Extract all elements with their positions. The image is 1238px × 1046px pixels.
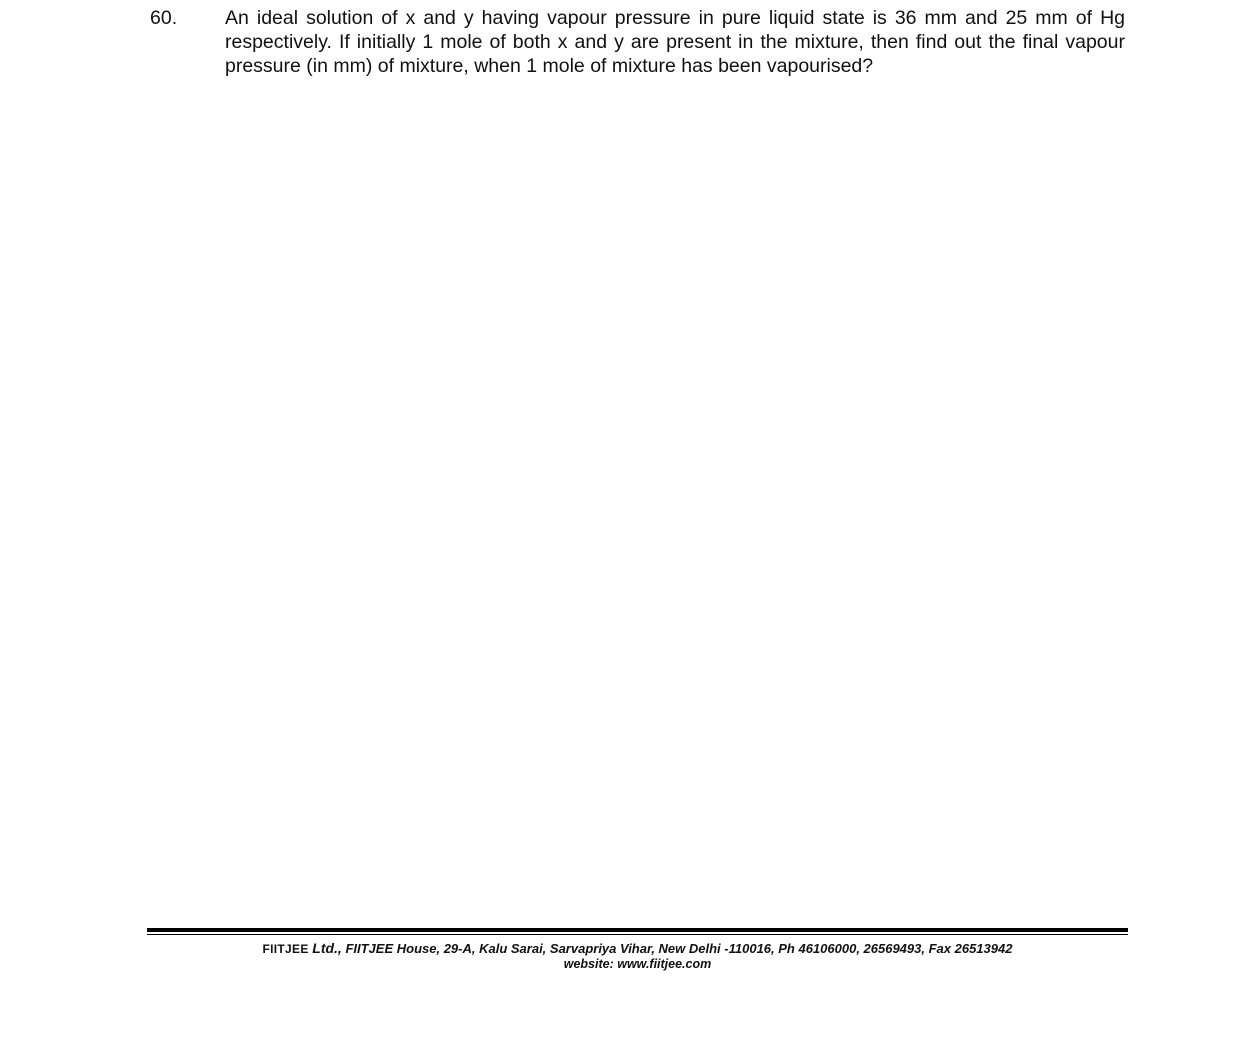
footer-brand: FIITJEE xyxy=(262,942,309,956)
footer-website: website: www.fiitjee.com xyxy=(563,957,712,971)
footer-address: FIITJEE House, 29-A, Kalu Sarai, Sarvapriya Vihar, New Delhi -110016, Ph 46106000, 26569493, Fax 26513942 xyxy=(345,941,1013,956)
question-number: 60. xyxy=(150,7,178,29)
page-footer xyxy=(147,928,1128,972)
footer-divider-thick xyxy=(147,928,1128,932)
footer-address-line xyxy=(147,940,1128,957)
footer-ltd: Ltd., xyxy=(312,940,342,956)
question-text: An ideal solution of x and y having vapour pressure in pure liquid state is 36 mm and 25 mm of Hg respectively. If initially 1 mole of both x and y are present in the mixture, then find out the final vapour pressure (in mm) of mixture, when 1 mole of mixture has been vapourised? xyxy=(225,7,1125,77)
footer-divider-thin xyxy=(147,934,1128,935)
